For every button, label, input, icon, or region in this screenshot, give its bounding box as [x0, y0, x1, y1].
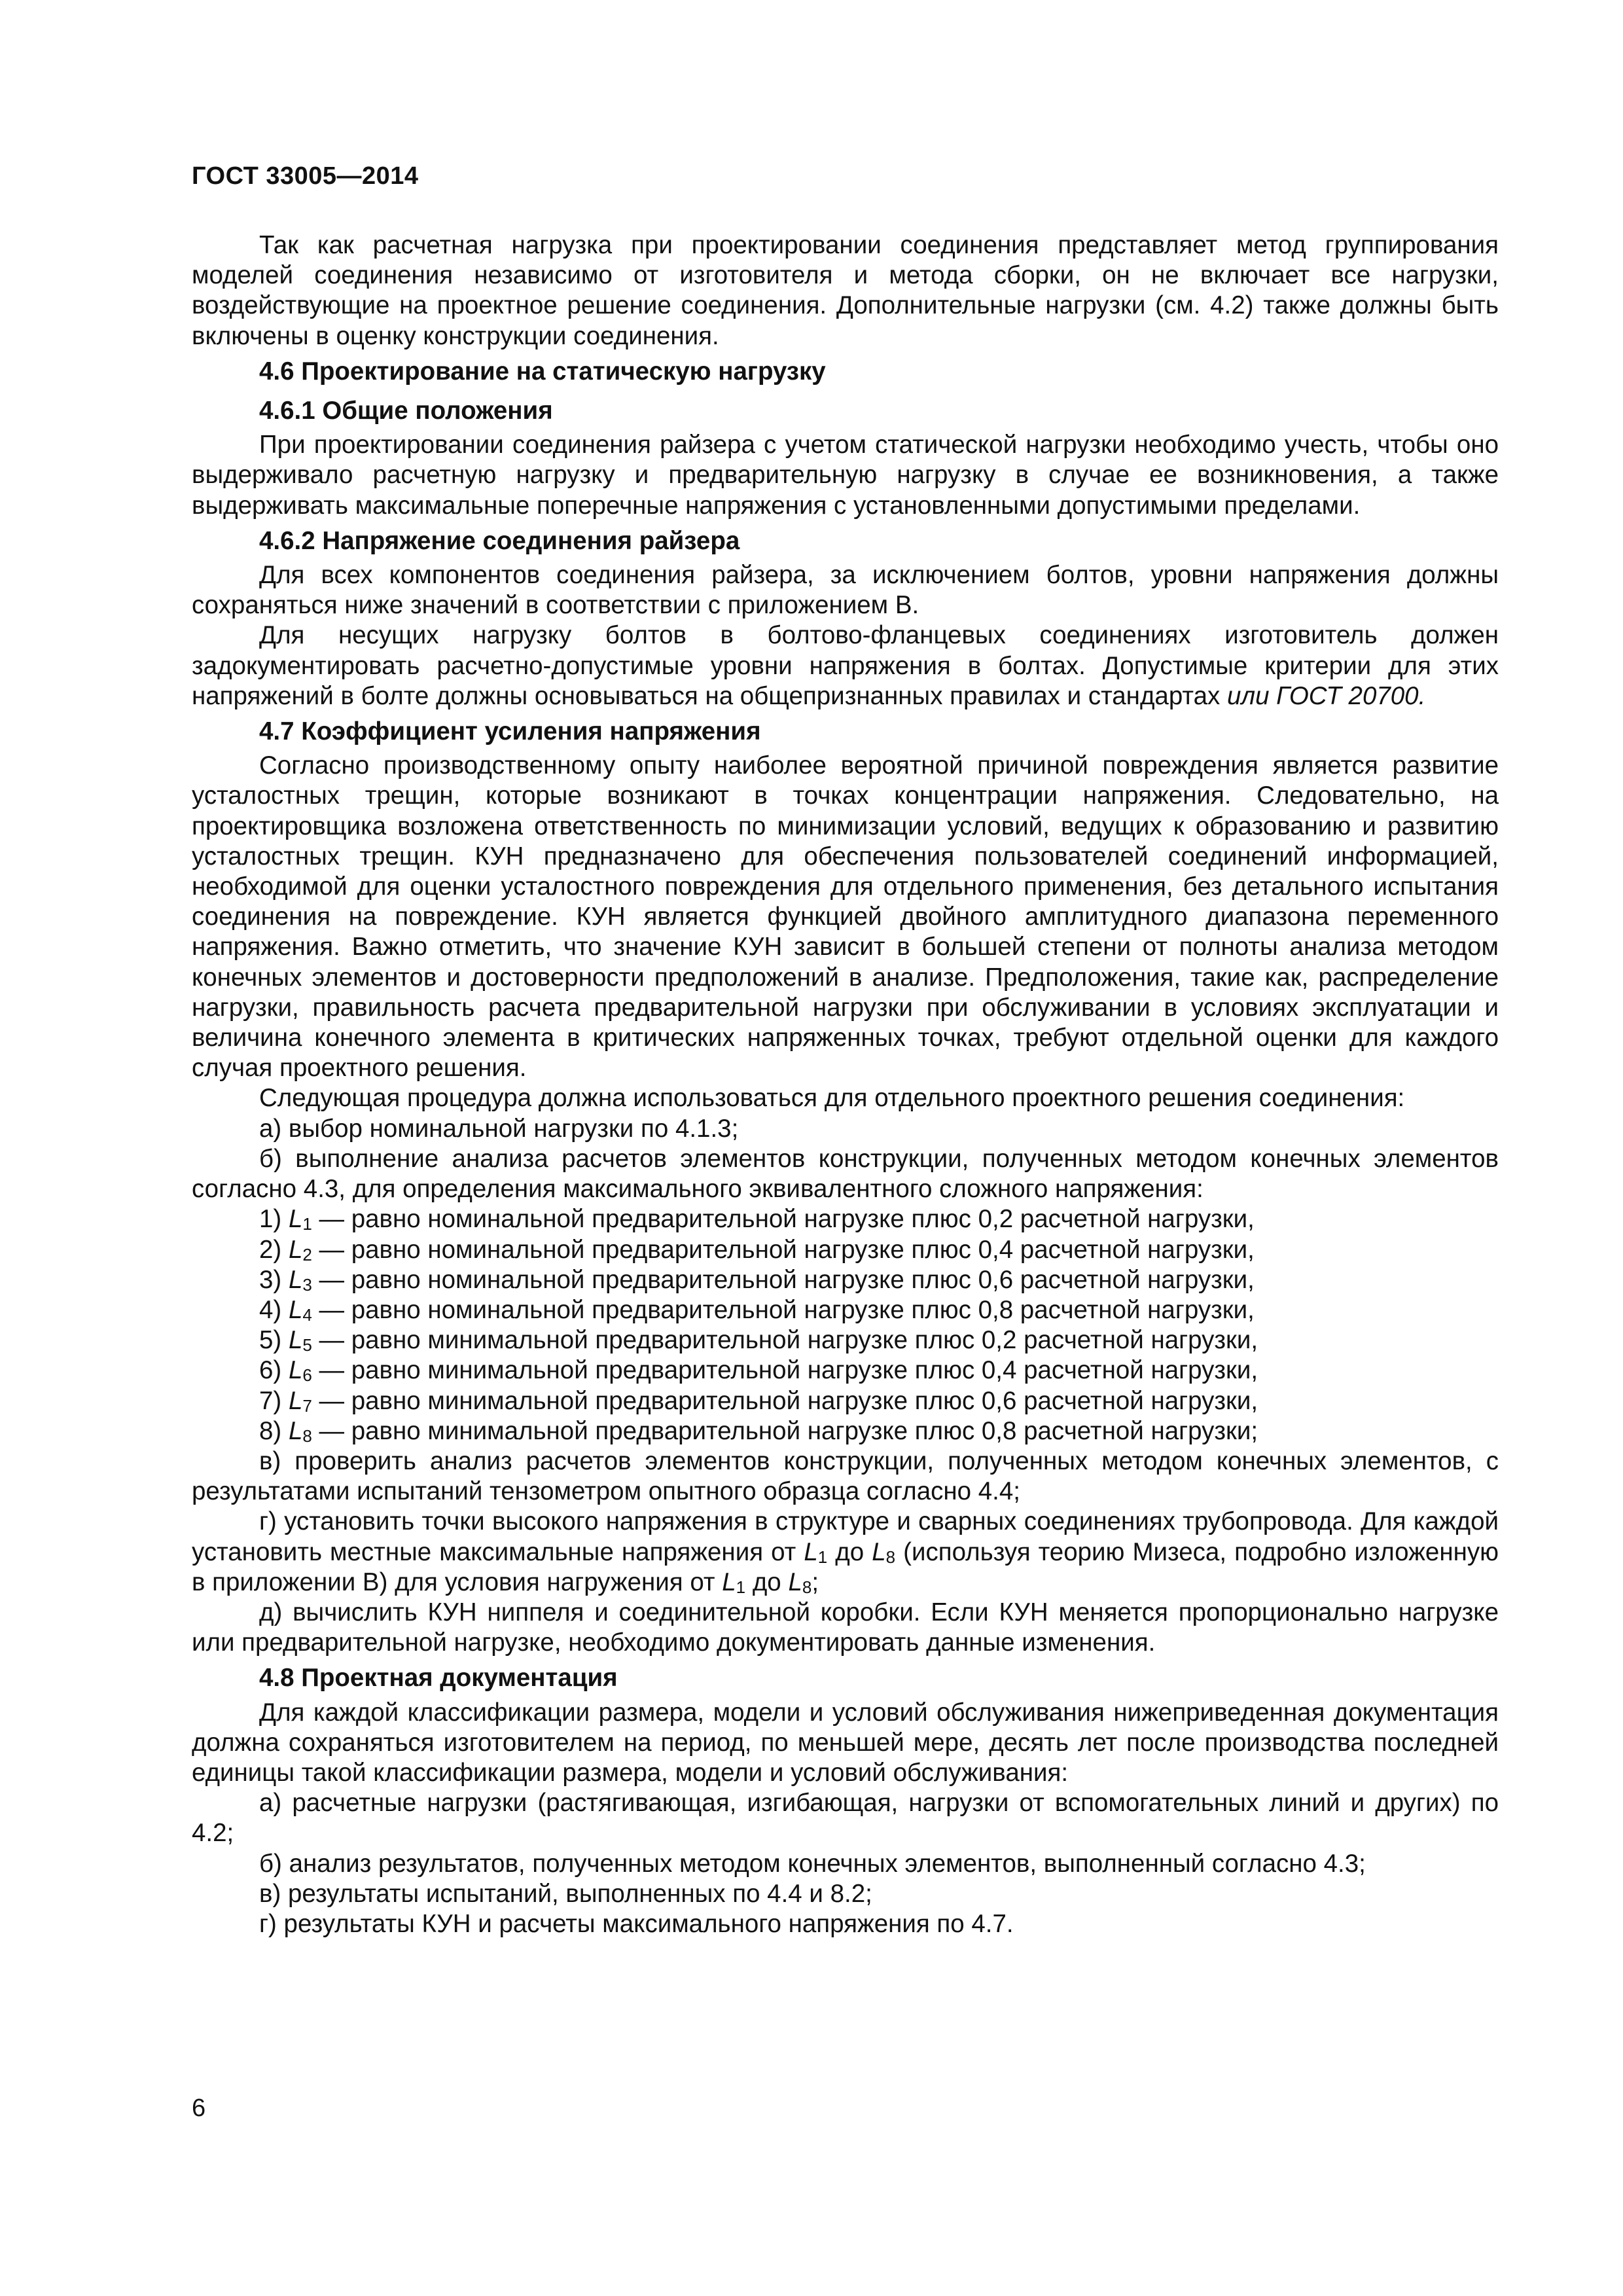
load-subscript: 6 [302, 1365, 312, 1386]
load-symbol: L [872, 1537, 886, 1566]
paragraph-4-6-2-a: Для всех компонентов соединения райзера, за исключением болтов, уровни напряжения должны сохраняться ниже значений в соответствии с приложением В. [192, 561, 1499, 620]
load-subscript: 1 [736, 1577, 746, 1597]
load-subscript: 1 [302, 1214, 312, 1234]
list-item-g-text-1: г) установить точки высокого напряжения в структуре и сварных соединениях трубопровода. Для каждой установить местные максимальные напряжения от [192, 1507, 1499, 1566]
paragraph-4-6-2-b [192, 620, 1499, 711]
load-case-number: 2) [259, 1235, 282, 1264]
load-symbol: L [288, 1386, 303, 1415]
load-case-text: — равно минимальной предварительной нагрузке плюс 0,4 расчетной нагрузки, [319, 1356, 1258, 1385]
load-case-number: 7) [259, 1386, 282, 1415]
load-case-item [192, 1235, 1499, 1265]
list-item-b: б) выполнение анализа расчетов элементов конструкции, полученных методом конечных элементов согласно 4.3, для определения максимального эквивалентного сложного напряжения: [192, 1144, 1499, 1204]
page-number: 6 [192, 2094, 206, 2122]
load-subscript: 5 [302, 1335, 312, 1355]
load-subscript: 8 [885, 1547, 896, 1567]
section-heading-4-8: 4.8 Проектная документация [259, 1664, 618, 1693]
load-symbol: L [722, 1568, 736, 1596]
load-case-item [192, 1386, 1499, 1416]
section-heading-4-7: 4.7 Коэффициент усиления напряжения [259, 717, 761, 746]
gost-reference-italic: или ГОСТ 20700. [1226, 681, 1426, 710]
paragraph-4-6-1: При проектировании соединения райзера с учетом статической нагрузки необходимо учесть, чтобы оно выдерживало расчетную нагрузку и предварительную нагрузку в случае ее возникновения, а также выдерживать максимальные поперечные напряжения с установленными допустимыми пределами. [192, 431, 1499, 520]
load-subscript: 7 [302, 1395, 312, 1416]
load-case-number: 1) [259, 1205, 282, 1234]
list-item-g-text-2: до [835, 1537, 865, 1566]
load-subscript: 2 [302, 1244, 312, 1265]
load-cases-list [192, 1204, 1499, 1446]
documentation-item: б) анализ результатов, полученных методом конечных элементов, выполненный согласно 4.3; [259, 1849, 1366, 1878]
documentation-item: г) результаты КУН и расчеты максимального напряжения по 4.7. [259, 1909, 1014, 1938]
load-case-text: — равно минимальной предварительной нагрузке плюс 0,8 расчетной нагрузки; [319, 1416, 1258, 1445]
documentation-item: а) расчетные нагрузки (растягивающая, изгибающая, нагрузки от вспомогательных линий и других) по 4.2; [192, 1789, 1499, 1848]
list-item-a: а) выбор номинальной нагрузки по 4.1.3; [259, 1114, 739, 1143]
load-symbol: L [804, 1537, 818, 1566]
load-case-text: — равно номинальной предварительной нагрузке плюс 0,2 расчетной нагрузки, [319, 1205, 1255, 1234]
load-symbol: L [288, 1235, 303, 1264]
paragraph-4-8: Для каждой классификации размера, модели и условий обслуживания нижеприведенная документация должна сохраняться изготовителем на период, по меньшей мере, десять лет после производства последней единицы такой классификации размера, модели и условий обслуживания: [192, 1698, 1499, 1787]
list-item-g [192, 1507, 1499, 1598]
load-case-number: 4) [259, 1295, 282, 1324]
section-heading-4-6-2: 4.6.2 Напряжение соединения райзера [259, 526, 740, 555]
list-item-g-text-3: (используя теорию Мизеса, подробно изложенную в приложении В) для условия нагружения от [192, 1537, 1499, 1596]
load-subscript: 1 [817, 1547, 828, 1567]
load-case-item [192, 1204, 1499, 1234]
load-symbol: L [288, 1326, 303, 1355]
load-symbol: L [288, 1416, 303, 1445]
load-case-text: — равно минимальной предварительной нагрузке плюс 0,2 расчетной нагрузки, [319, 1326, 1258, 1355]
paragraph-4-7-b: Следующая процедура должна использоваться для отдельного проектного решения соединения: [259, 1084, 1405, 1113]
load-subscript: 8 [802, 1577, 812, 1597]
load-case-number: 3) [259, 1265, 282, 1294]
load-symbol: L [288, 1205, 303, 1234]
section-heading-4-6: 4.6 Проектирование на статическую нагрузку [259, 357, 826, 386]
section-heading-4-6-1: 4.6.1 Общие положения [259, 397, 553, 425]
load-case-text: — равно минимальной предварительной нагрузке плюс 0,6 расчетной нагрузки, [319, 1386, 1258, 1415]
load-case-item [192, 1416, 1499, 1446]
load-case-number: 6) [259, 1356, 282, 1385]
load-symbol: L [288, 1295, 303, 1324]
load-case-item [192, 1265, 1499, 1295]
load-case-text: — равно номинальной предварительной нагрузке плюс 0,6 расчетной нагрузки, [319, 1265, 1255, 1294]
load-symbol: L [788, 1568, 802, 1596]
list-item-d: д) вычислить КУН ниппеля и соединительной коробки. Если КУН меняется пропорционально нагрузке или предварительной нагрузке, необходимо документировать данные изменения. [192, 1598, 1499, 1657]
document-header: ГОСТ 33005—2014 [192, 162, 419, 190]
load-subscript: 8 [302, 1426, 312, 1446]
load-case-text: — равно номинальной предварительной нагрузке плюс 0,8 расчетной нагрузки, [319, 1295, 1255, 1324]
paragraph-intro: Так как расчетная нагрузка при проектировании соединения представляет метод группирования моделей соединения независимо от изготовителя и метода сборки, он не включает все нагрузки, воздействующие на проектное решение соединения. Дополнительные нагрузки (см. 4.2) также должны быть включены в оценку конструкции соединения. [192, 231, 1499, 350]
load-case-item [192, 1355, 1499, 1386]
load-subscript: 4 [302, 1304, 312, 1325]
paragraph-4-6-2-b-text: Для несущих нагрузку болтов в болтово-фланцевых соединениях изготовитель должен задокументировать расчетно-допустимые уровни напряжения в болтах. Допустимые критерии для этих напряжений в болте должны основываться на общепризнанных правилах и стандартах [192, 621, 1499, 710]
list-item-g-text-5: ; [812, 1568, 819, 1596]
load-case-number: 5) [259, 1326, 282, 1355]
load-symbol: L [288, 1356, 303, 1385]
documentation-list [192, 1788, 1499, 1939]
load-symbol: L [288, 1265, 303, 1294]
load-case-number: 8) [259, 1416, 282, 1445]
documentation-item: в) результаты испытаний, выполненных по 4.4 и 8.2; [259, 1879, 872, 1908]
list-item-g-text-4: до [752, 1568, 781, 1596]
load-case-text: — равно номинальной предварительной нагрузке плюс 0,4 расчетной нагрузки, [319, 1235, 1255, 1264]
list-item-v: в) проверить анализ расчетов элементов конструкции, полученных методом конечных элементов, с результатами испытаний тензометром опытного образца согласно 4.4; [192, 1446, 1499, 1506]
load-case-item [192, 1295, 1499, 1325]
load-case-item [192, 1325, 1499, 1355]
document-body [192, 230, 1499, 1939]
load-subscript: 3 [302, 1274, 312, 1295]
paragraph-4-7-a: Согласно производственному опыту наиболее вероятной причиной повреждения является развитие усталостных трещин, которые возникают в точках концентрации напряжения. Следовательно, на проектировщика возложена ответственность по минимизации условий, ведущих к образованию и развитию усталостных трещин. КУН предназначено для обеспечения пользователей соединений информацией, необходимой для оценки усталостного повреждения для отдельного применения, без детального испытания соединения на повреждение. КУН является функцией двойного амплитудного диапазона переменного напряжения. Важно отметить, что значение КУН зависит в большей степени от полноты анализа методом конечных элементов и достоверности предположений в анализе. Предположения, такие как, распределение нагрузки, правильность расчета предварительной нагрузки при обслуживании в условиях эксплуатации и величина конечного элемента в критических напряженных точках, требуют отдельной оценки для каждого случая проектного решения. [192, 751, 1499, 1083]
